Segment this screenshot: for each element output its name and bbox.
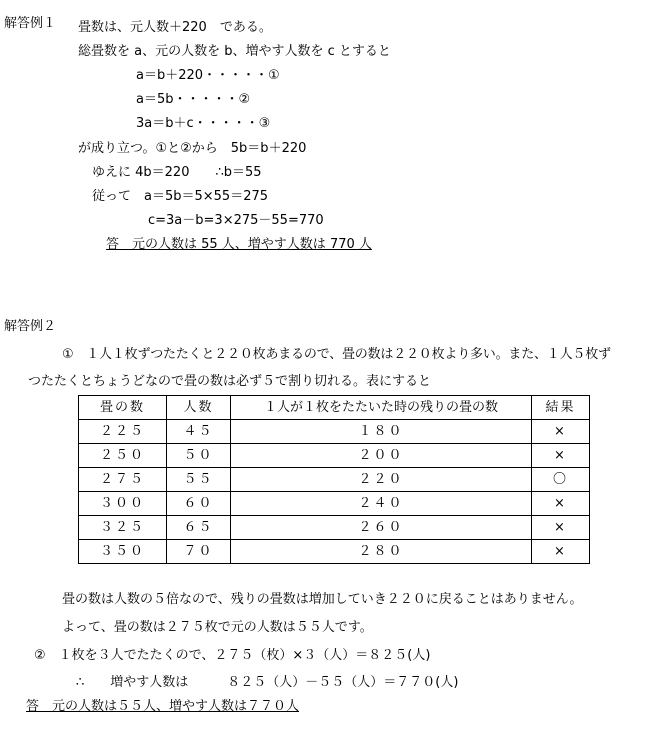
cell-people: ５５: [167, 468, 231, 492]
equation-3: 3a＝b＋c・・・・・③: [136, 116, 271, 131]
example1-line5: 従って a＝5b＝5×55＝275: [92, 189, 269, 204]
cell-remaining: ２８０: [231, 540, 532, 564]
example2-heading: 解答例２: [4, 319, 57, 334]
example1-answer: 答 元の人数は 55 人、増やす人数は 770 人: [106, 237, 372, 252]
example2-para4: ② １枚を３人でたたくので、２７５（枚）×３（人）＝８２５(人): [34, 648, 431, 663]
cell-remaining: ２００: [231, 444, 532, 468]
example1-line3: が成り立つ。①と②から 5b＝b＋220: [78, 141, 307, 156]
example2-para5: ∴ 増やす人数は ８２５（人）－５５（人）＝７７０(人): [76, 675, 459, 690]
cell-tatami: ２２５: [79, 420, 167, 444]
cell-result: ×: [532, 516, 590, 540]
table-row: [79, 468, 590, 492]
example1-line1: 畳数は、元人数＋220 である。: [78, 20, 272, 35]
cell-people: ５０: [167, 444, 231, 468]
cell-people: ６０: [167, 492, 231, 516]
example2-para1b: つたたくとちょうどなので畳の数は必ず５で割り切れる。表にすると: [28, 374, 432, 389]
cell-result: 〇: [532, 468, 590, 492]
table-row: [79, 516, 590, 540]
cell-result: ×: [532, 420, 590, 444]
cell-remaining: ２２０: [231, 468, 532, 492]
cell-result: ×: [532, 540, 590, 564]
table-row: [79, 420, 590, 444]
example2-para1a: ① １人１枚ずつたたくと２２０枚あまるので、畳の数は２２０枚より多い。また、１人５枚ず: [62, 347, 611, 362]
example2-para2: 畳の数は人数の５倍なので、残りの畳数は増加していき２２０に戻ることはありません。: [62, 592, 583, 607]
cell-remaining: １８０: [231, 420, 532, 444]
cell-tatami: ２５０: [79, 444, 167, 468]
cell-tatami: ３５０: [79, 540, 167, 564]
equation-2: a＝5b・・・・・②: [136, 92, 251, 107]
header-tatami-count: 畳の数: [79, 396, 167, 420]
cell-remaining: ２６０: [231, 516, 532, 540]
cell-remaining: ２４０: [231, 492, 532, 516]
cell-people: ６５: [167, 516, 231, 540]
header-remaining: １人が１枚をたたいた時の残りの畳の数: [231, 396, 532, 420]
table-row: [79, 540, 590, 564]
cell-result: ×: [532, 492, 590, 516]
equation-1: a＝b＋220・・・・・①: [136, 68, 280, 83]
cell-tatami: ３２５: [79, 516, 167, 540]
example1-line4: ゆえに 4b＝220 ∴b＝55: [92, 165, 262, 180]
cell-tatami: ２７５: [79, 468, 167, 492]
table-row: [79, 492, 590, 516]
header-people-count: 人数: [167, 396, 231, 420]
results-table: [78, 395, 590, 564]
example1-heading: 解答例１: [4, 16, 57, 31]
example2-para3: よって、畳の数は２７５枚で元の人数は５５人です。: [62, 620, 373, 635]
cell-result: ×: [532, 444, 590, 468]
header-result: 結果: [532, 396, 590, 420]
table-row: [79, 444, 590, 468]
cell-people: ４５: [167, 420, 231, 444]
cell-tatami: ３００: [79, 492, 167, 516]
example1-line6: c=3a－b=3×275－55=770: [148, 213, 324, 228]
example1-line2: 総畳数を a、元の人数を b、増やす人数を c とすると: [78, 44, 391, 59]
example2-answer: 答 元の人数は５５人、増やす人数は７７０人: [26, 699, 300, 714]
cell-people: ７０: [167, 540, 231, 564]
table-header-row: [79, 396, 590, 420]
